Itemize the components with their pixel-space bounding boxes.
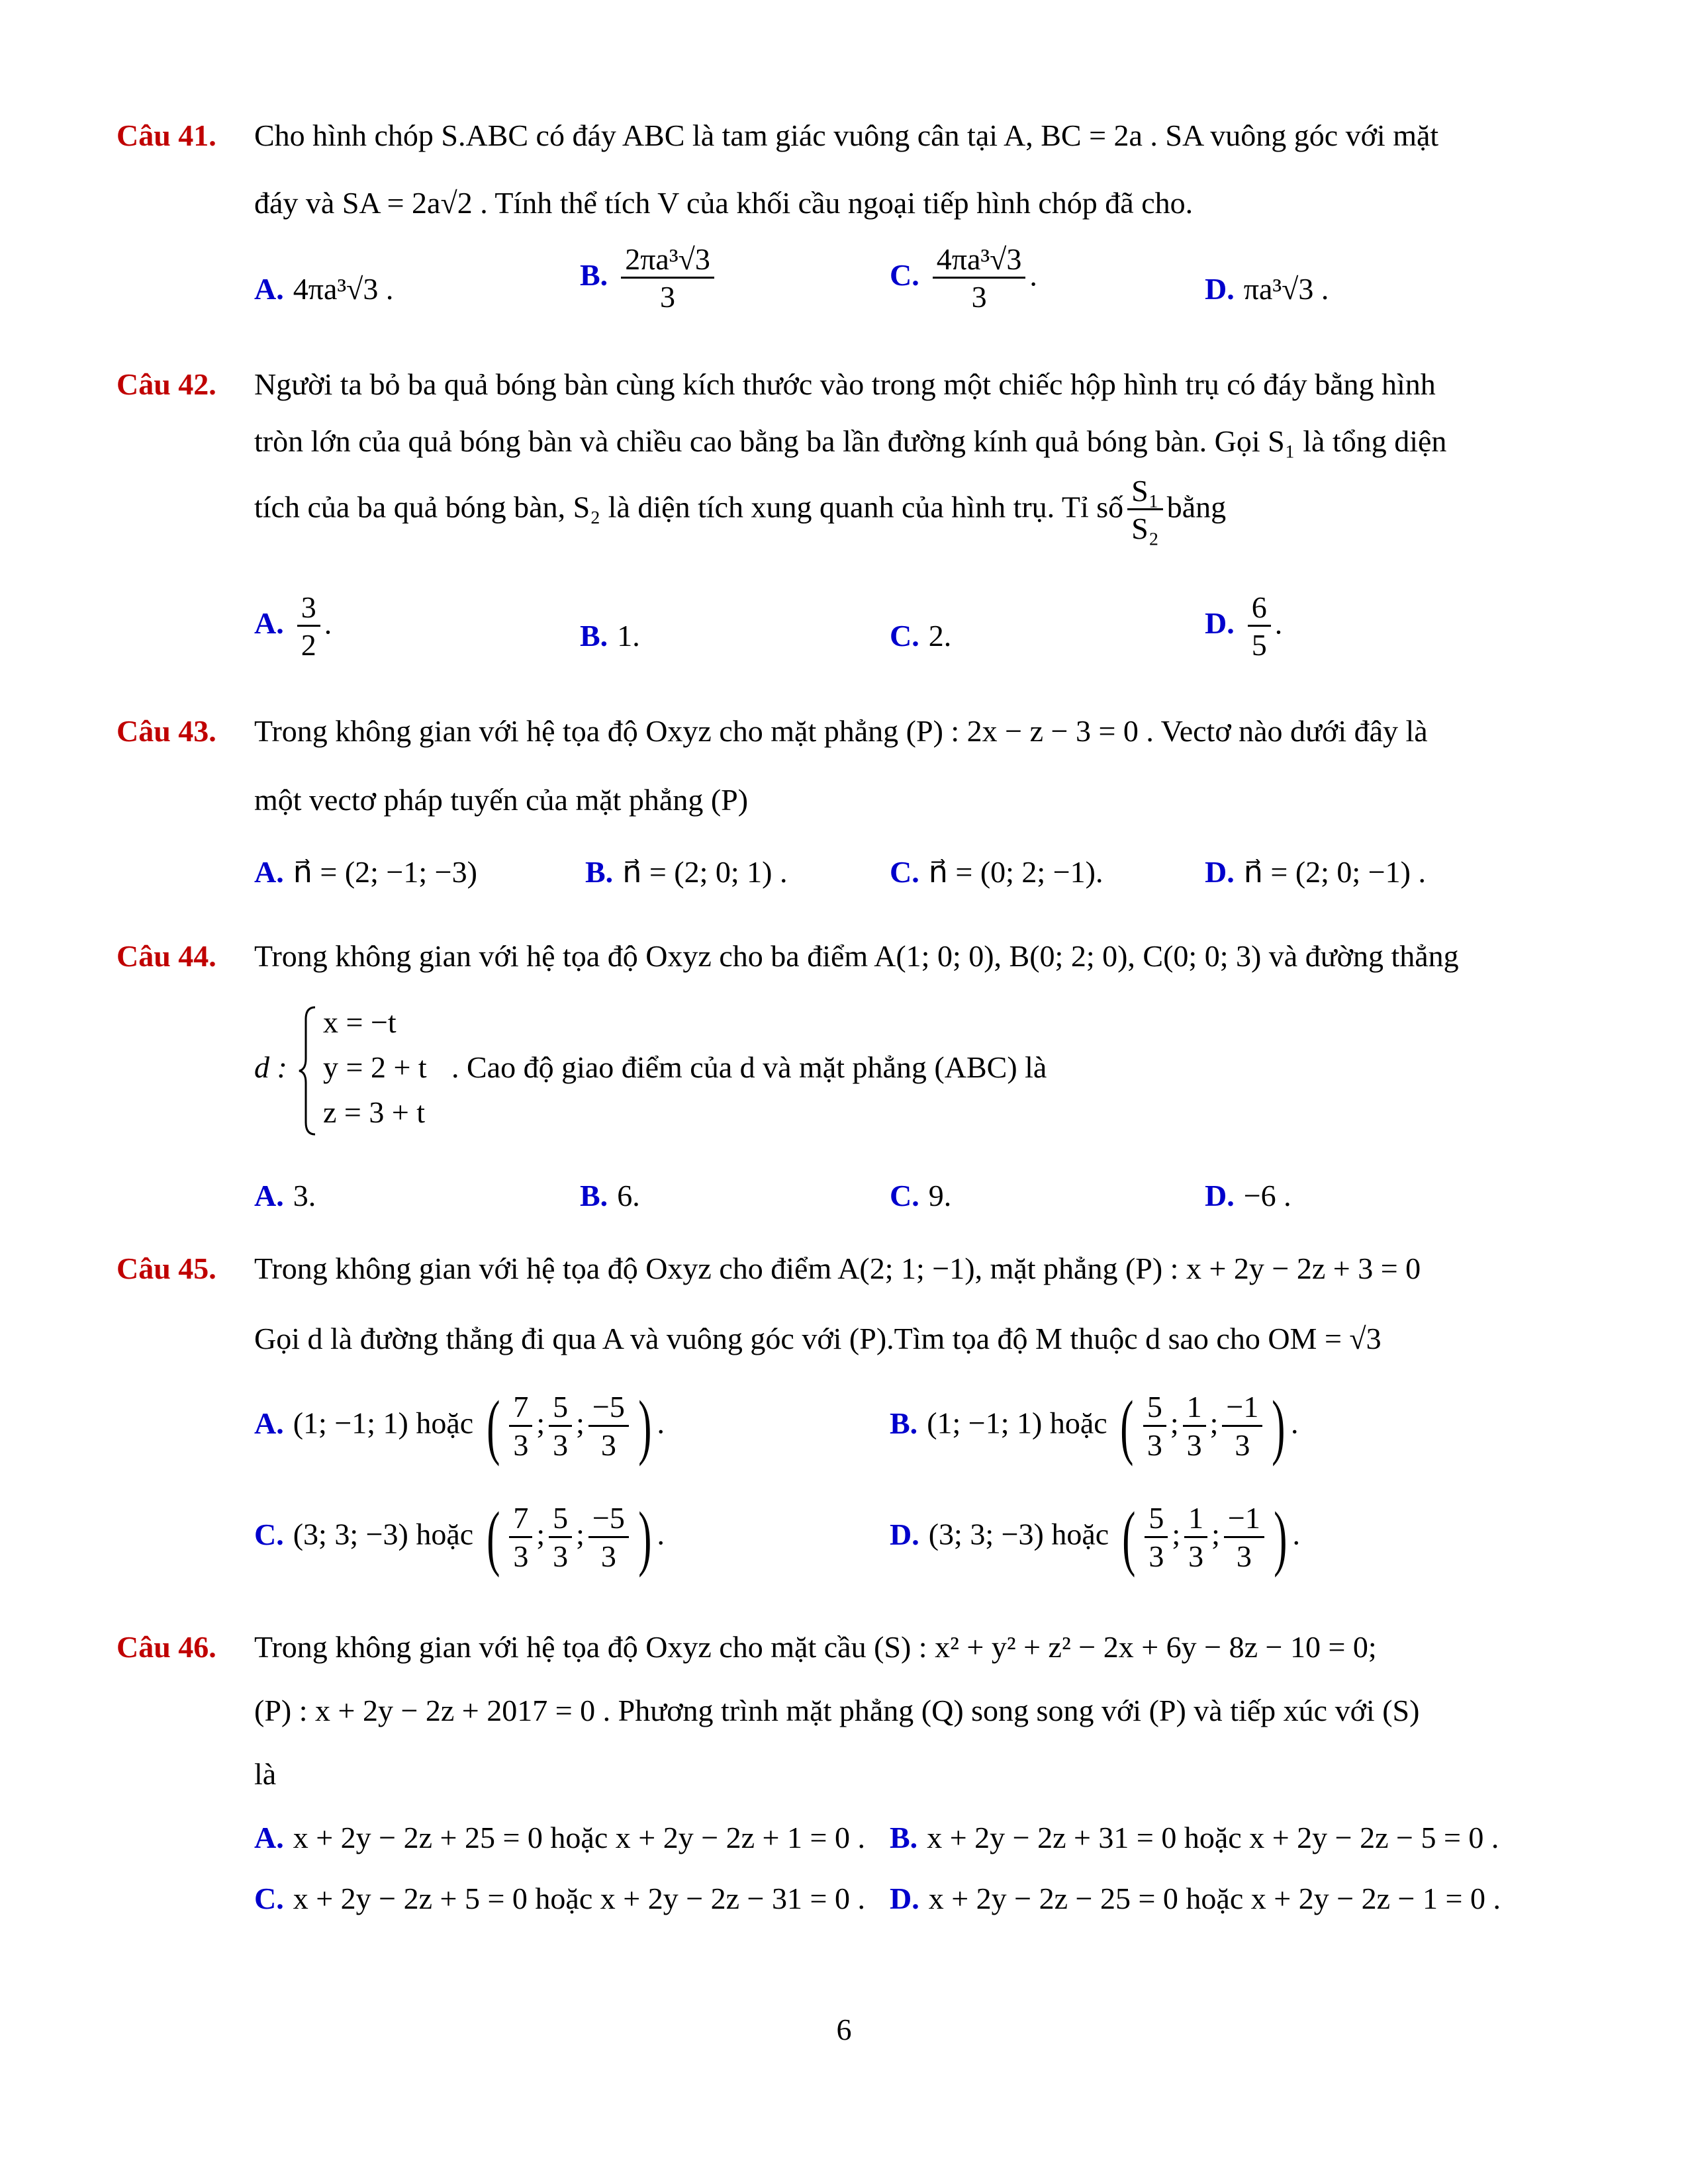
denominator: 3 xyxy=(513,1428,529,1462)
denominator: 3 xyxy=(553,1539,569,1573)
fraction xyxy=(1184,1502,1207,1572)
question-text: Trong không gian với hệ tọa độ Oxyz cho ba điểm A(1; 0; 0), B(0; 2; 0), C(0; 0; 3) và đường thẳng xyxy=(254,939,1459,973)
numerator: −5 xyxy=(588,1391,629,1426)
left-brace xyxy=(297,1005,319,1137)
text-segment: tích của ba quả bóng bàn, S₂ là diện tích xung quanh của hình trụ. Tỉ số xyxy=(254,490,1124,524)
question-44 xyxy=(117,938,1573,1216)
left-paren: ( xyxy=(486,1386,500,1467)
numerator: 6 xyxy=(1248,592,1271,627)
question-text: Cho hình chóp S.ABC có đáy ABC là tam giác vuông cân tại A, BC = 2a . SA vuông góc với mặt xyxy=(254,118,1439,152)
denominator: 3 xyxy=(1236,1539,1252,1573)
option-b: B. (1; −1; 1) hoặc ( $\frac{5}{3}$ ; $\frac{1}{3}$ ; $\frac{-1}{3}$ ) . xyxy=(890,1386,1299,1467)
question-text: đáy và SA = 2a√2 . Tính thể tích V của khối cầu ngoại tiếp hình chóp đã cho. xyxy=(254,186,1194,220)
option-label: A. xyxy=(254,1179,284,1212)
question-label: Câu 42. xyxy=(117,367,216,401)
question-text: một vectơ pháp tuyến của mặt phẳng (P) xyxy=(254,783,749,817)
denominator: S₂ xyxy=(1131,512,1159,546)
fraction xyxy=(933,244,1026,314)
question-text: Trong không gian với hệ tọa độ Oxyz cho mặt cầu (S) : x² + y² + z² − 2x + 6y − 8z − 10 = 0; xyxy=(254,1630,1377,1664)
option-prefix: (1; −1; 1) hoặc xyxy=(293,1406,474,1440)
option-b xyxy=(580,1178,640,1213)
denominator: 3 xyxy=(1149,1539,1164,1573)
option-text: n⃗ = (0; 2; −1). xyxy=(928,855,1103,889)
option-text: 3. xyxy=(293,1179,316,1212)
numerator: −5 xyxy=(588,1502,629,1537)
right-paren: ) xyxy=(638,1497,652,1578)
option-label: C. xyxy=(254,1882,284,1915)
option-tail: . xyxy=(1274,606,1283,641)
option-b xyxy=(585,854,787,889)
option-label: A. xyxy=(254,606,284,641)
system-eq-3: z = 3 + t xyxy=(323,1095,426,1129)
option-label: B. xyxy=(585,855,614,889)
question-text: Trong không gian với hệ tọa độ Oxyz cho mặt phẳng (P) : 2x − z − 3 = 0 . Vectơ nào dưới đây là xyxy=(254,714,1428,748)
option-b xyxy=(580,618,640,653)
option-tail: . xyxy=(324,606,332,641)
denominator: 3 xyxy=(1147,1428,1162,1462)
fraction xyxy=(588,1391,629,1461)
numerator: −1 xyxy=(1224,1502,1264,1537)
system-prefix: d : xyxy=(254,1050,287,1084)
denominator: 3 xyxy=(600,1539,616,1573)
option-d xyxy=(1205,592,1282,662)
option-text: x + 2y − 2z − 25 = 0 hoặc x + 2y − 2z − 1 = 0 . xyxy=(928,1882,1501,1915)
question-text xyxy=(254,475,1226,545)
option-a xyxy=(254,854,477,889)
option-label: C. xyxy=(890,1179,919,1212)
question-text: Người ta bỏ ba quả bóng bàn cùng kích thước vào trong một chiếc hộp hình trụ có đáy bằng hình xyxy=(254,367,1436,401)
option-tail: . xyxy=(657,1406,665,1440)
question-41 xyxy=(117,118,1573,343)
option-label: A. xyxy=(254,1821,284,1854)
left-paren: ( xyxy=(1120,1386,1134,1467)
fraction xyxy=(1222,1391,1262,1461)
option-text: x + 2y − 2z + 5 = 0 hoặc x + 2y − 2z − 31 = 0 . xyxy=(293,1882,865,1915)
numerator: 5 xyxy=(1143,1391,1166,1426)
option-a xyxy=(254,271,393,306)
option-tail: . xyxy=(1029,258,1037,293)
option-label: B. xyxy=(890,1406,918,1440)
denominator: 3 xyxy=(600,1428,616,1462)
right-paren: ) xyxy=(1274,1497,1288,1578)
option-tail: . xyxy=(1292,1517,1301,1551)
question-label: Câu 45. xyxy=(117,1251,216,1285)
option-label: D. xyxy=(890,1882,919,1915)
option-d xyxy=(890,1881,1501,1916)
option-d xyxy=(1205,1178,1291,1213)
numerator: 1 xyxy=(1184,1502,1207,1537)
question-text: Trong không gian với hệ tọa độ Oxyz cho điểm A(2; 1; −1), mặt phẳng (P) : x + 2y − 2z + 3 = 0 xyxy=(254,1251,1421,1285)
option-label: A. xyxy=(254,1406,284,1440)
option-text: πa³√3 . xyxy=(1243,272,1329,306)
system-tail: . Cao độ giao điểm của d và mặt phẳng (ABC) là xyxy=(451,1050,1047,1084)
numerator: S₁ xyxy=(1127,475,1163,510)
fraction xyxy=(549,1502,572,1572)
option-text: n⃗ = (2; 0; 1) . xyxy=(622,855,788,889)
option-a xyxy=(254,592,332,662)
option-d: D. (3; 3; −3) hoặc ( $\frac{5}{3}$ ; $\frac{1}{3}$ ; $\frac{-1}{3}$ ) . xyxy=(890,1497,1301,1578)
fraction xyxy=(1143,1391,1166,1461)
denominator: 2 xyxy=(301,628,316,662)
option-c xyxy=(890,1178,951,1213)
option-prefix: (3; 3; −3) hoặc xyxy=(928,1517,1109,1551)
question-46 xyxy=(117,1629,1573,1934)
question-text: (P) : x + 2y − 2z + 2017 = 0 . Phương trình mặt phẳng (Q) song song với (P) và tiếp xúc với (S) xyxy=(254,1694,1420,1727)
fraction xyxy=(1183,1391,1206,1461)
option-text: x + 2y − 2z + 25 = 0 hoặc x + 2y − 2z + 1 = 0 . xyxy=(293,1821,865,1854)
numerator: 5 xyxy=(549,1502,572,1537)
option-label: C. xyxy=(890,619,919,653)
option-label: D. xyxy=(1205,1179,1235,1212)
denominator: 3 xyxy=(971,280,987,314)
option-prefix: (3; 3; −3) hoặc xyxy=(293,1517,474,1551)
fraction xyxy=(509,1391,532,1461)
numerator: 3 xyxy=(297,592,320,627)
option-text: 2. xyxy=(928,619,952,653)
fraction xyxy=(621,244,714,314)
equation-system xyxy=(254,1005,1313,1137)
denominator: 3 xyxy=(1186,1428,1202,1462)
option-tail: . xyxy=(1290,1406,1299,1440)
system-eq-1: x = −t xyxy=(323,1005,397,1039)
option-text: −6 . xyxy=(1243,1179,1291,1212)
fraction xyxy=(1145,1502,1168,1572)
page-number: 6 xyxy=(836,2013,852,2046)
option-c: C. (3; 3; −3) hoặc ( $\frac{7}{3}$ ; $\frac{5}{3}$ ; $\frac{-5}{3}$ ) . xyxy=(254,1497,665,1578)
option-a xyxy=(254,1820,865,1855)
option-label: C. xyxy=(890,258,919,293)
option-label: B. xyxy=(580,258,608,293)
right-paren: ) xyxy=(1272,1386,1286,1467)
option-text: n⃗ = (2; −1; −3) xyxy=(293,855,477,889)
option-c xyxy=(890,618,951,653)
numerator: 7 xyxy=(509,1391,532,1426)
question-label: Câu 46. xyxy=(117,1630,216,1664)
fraction xyxy=(549,1391,572,1461)
option-label: B. xyxy=(580,619,608,653)
text-segment: bằng xyxy=(1166,490,1227,524)
option-text: 6. xyxy=(617,1179,640,1212)
option-text: 4πa³√3 . xyxy=(293,272,394,306)
option-label: A. xyxy=(254,855,284,889)
fraction xyxy=(588,1502,629,1572)
numerator: 5 xyxy=(1145,1502,1168,1537)
question-label: Câu 43. xyxy=(117,714,216,748)
left-paren: ( xyxy=(1121,1497,1136,1578)
option-label: D. xyxy=(1205,855,1235,889)
option-text: 1. xyxy=(617,619,640,653)
question-43 xyxy=(117,713,1573,912)
fraction xyxy=(1127,475,1163,545)
numerator: 7 xyxy=(509,1502,532,1537)
question-45 xyxy=(117,1251,1573,1621)
fraction xyxy=(509,1502,532,1572)
option-label: B. xyxy=(890,1821,918,1854)
option-label: D. xyxy=(1205,606,1235,641)
option-text: x + 2y − 2z + 31 = 0 hoặc x + 2y − 2z − 5 = 0 . xyxy=(927,1821,1499,1854)
option-c xyxy=(890,854,1103,889)
question-label: Câu 41. xyxy=(117,118,216,152)
option-d xyxy=(1205,854,1426,889)
option-d xyxy=(1205,271,1329,306)
denominator: 3 xyxy=(1188,1539,1204,1573)
option-label: B. xyxy=(580,1179,608,1212)
option-tail: . xyxy=(657,1517,665,1551)
option-text: 9. xyxy=(928,1179,952,1212)
system-eq-2: y = 2 + t xyxy=(323,1050,427,1084)
question-42 xyxy=(117,367,1573,684)
option-c xyxy=(890,244,1037,314)
option-text: n⃗ = (2; 0; −1) . xyxy=(1243,855,1426,889)
fraction xyxy=(1224,1502,1264,1572)
fraction xyxy=(297,592,320,662)
numerator: 4πa³√3 xyxy=(933,244,1026,279)
option-prefix: (1; −1; 1) hoặc xyxy=(927,1406,1107,1440)
right-paren: ) xyxy=(638,1386,652,1467)
option-label: C. xyxy=(254,1517,284,1551)
option-label: A. xyxy=(254,272,284,306)
option-c xyxy=(254,1881,865,1916)
option-b xyxy=(890,1820,1499,1855)
numerator: 5 xyxy=(549,1391,572,1426)
option-a xyxy=(254,1178,316,1213)
question-text: tròn lớn của quả bóng bàn và chiều cao bằng ba lần đường kính quả bóng bàn. Gọi S₁ là tổng diện xyxy=(254,424,1447,458)
left-paren: ( xyxy=(486,1497,500,1578)
question-label: Câu 44. xyxy=(117,939,216,973)
denominator: 3 xyxy=(553,1428,569,1462)
numerator: −1 xyxy=(1222,1391,1262,1426)
question-text: là xyxy=(254,1757,277,1791)
denominator: 3 xyxy=(660,280,676,314)
denominator: 3 xyxy=(1235,1428,1250,1462)
option-a: A. (1; −1; 1) hoặc ( $\frac{7}{3}$ ; $\frac{5}{3}$ ; $\frac{-5}{3}$ ) . xyxy=(254,1386,665,1467)
option-label: D. xyxy=(1205,272,1235,306)
question-text: Gọi d là đường thẳng đi qua A và vuông góc với (P).Tìm tọa độ M thuộc d sao cho OM = √3 xyxy=(254,1322,1382,1355)
numerator: 2πa³√3 xyxy=(621,244,714,279)
fraction xyxy=(1248,592,1271,662)
option-label: C. xyxy=(890,855,919,889)
option-label: D. xyxy=(890,1517,919,1551)
denominator: 5 xyxy=(1251,628,1267,662)
numerator: 1 xyxy=(1183,1391,1206,1426)
option-b xyxy=(580,244,718,314)
denominator: 3 xyxy=(513,1539,529,1573)
